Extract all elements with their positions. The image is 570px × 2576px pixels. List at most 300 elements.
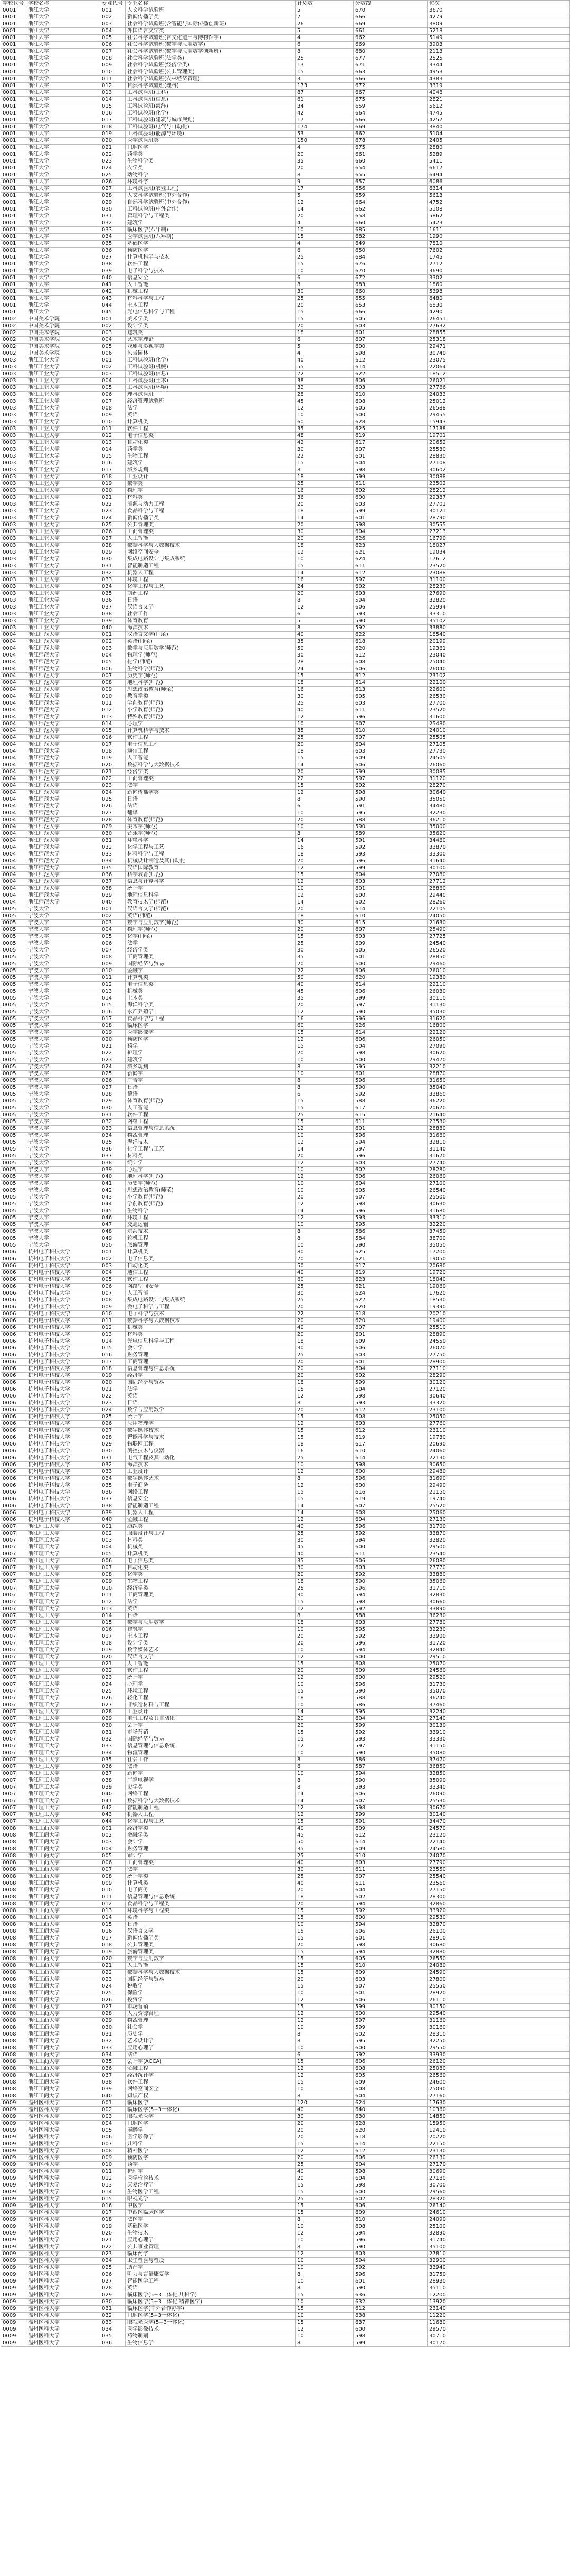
cell-major-code: 026 — [100, 803, 126, 810]
cell-major-code: 001 — [100, 316, 126, 323]
table-row — [1, 1235, 570, 1242]
cell-school-code: 0007 — [1, 1531, 26, 1537]
cell-school-code: 0001 — [1, 213, 26, 220]
cell-major-name: 医学影像学 — [126, 1030, 296, 1037]
cell-major-code: 011 — [100, 1894, 126, 1901]
cell-major-code: 024 — [100, 1983, 126, 1990]
cell-score-line: 602 — [354, 1373, 428, 1380]
table-row — [1, 790, 570, 796]
cell-school-code: 0001 — [1, 124, 26, 131]
cell-school-name: 浙江工业大学 — [26, 508, 100, 515]
cell-major-code: 028 — [100, 1434, 126, 1441]
cell-school-code: 0004 — [1, 652, 26, 659]
cell-rank: 25520 — [428, 1503, 570, 1510]
cell-rank: 26060 — [428, 1174, 570, 1181]
cell-major-name: 应用物理学 — [126, 1421, 296, 1428]
cell-rank: 2113 — [428, 49, 570, 55]
cell-plan-count: 6 — [296, 275, 354, 282]
cell-plan-count: 12 — [296, 549, 354, 556]
cell-score-line: 660 — [354, 220, 428, 227]
table-row — [1, 1928, 570, 1935]
cell-major-code: 032 — [100, 2313, 126, 2320]
cell-school-name: 浙江师范大学 — [26, 693, 100, 700]
cell-plan-count: 10 — [296, 1771, 354, 1777]
cell-score-line: 628 — [354, 419, 428, 426]
table-row — [1, 1942, 570, 1949]
cell-rank: 28790 — [428, 515, 570, 522]
cell-major-code: 018 — [100, 2217, 126, 2223]
cell-score-line: 599 — [354, 1380, 428, 1386]
cell-score-line: 611 — [354, 1551, 428, 1558]
cell-score-line: 667 — [354, 90, 428, 97]
cell-score-line: 604 — [354, 529, 428, 536]
cell-school-code: 0003 — [1, 529, 26, 536]
cell-major-code: 003 — [100, 1537, 126, 1544]
table-row — [1, 1325, 570, 1332]
admission-table — [1, 0, 570, 2347]
cell-school-code: 0009 — [1, 2141, 26, 2148]
cell-score-line: 594 — [354, 597, 428, 604]
cell-major-name: 英语 — [126, 412, 296, 419]
cell-school-name: 宁波大学 — [26, 1222, 100, 1229]
cell-plan-count: 14 — [296, 1791, 354, 1798]
cell-plan-count: 8 — [296, 49, 354, 55]
cell-score-line: 654 — [354, 165, 428, 172]
cell-plan-count: 15 — [296, 460, 354, 467]
cell-major-code: 015 — [100, 1002, 126, 1009]
cell-major-code: 008 — [100, 2148, 126, 2155]
cell-rank: 25100 — [428, 2223, 570, 2230]
table-row — [1, 344, 570, 350]
cell-school-name: 浙江大学 — [26, 213, 100, 220]
cell-school-name: 杭州电子科技大学 — [26, 1448, 100, 1455]
cell-school-name: 宁波大学 — [26, 1174, 100, 1181]
cell-school-name: 浙江工业大学 — [26, 378, 100, 385]
cell-school-code: 0001 — [1, 261, 26, 268]
cell-major-code: 003 — [100, 645, 126, 652]
table-row — [1, 995, 570, 1002]
cell-plan-count: 40 — [296, 1551, 354, 1558]
cell-school-code: 0005 — [1, 913, 26, 920]
cell-score-line: 606 — [354, 1997, 428, 2004]
cell-school-code: 0007 — [1, 1661, 26, 1668]
cell-score-line: 607 — [354, 1983, 428, 1990]
cell-rank: 3670 — [428, 7, 570, 14]
cell-major-name: 自然科学试验班(理科) — [126, 83, 296, 90]
table-row — [1, 1970, 570, 1976]
cell-school-code: 0005 — [1, 1146, 26, 1153]
cell-rank: 24580 — [428, 1846, 570, 1853]
cell-major-name: 物流管理 — [126, 2018, 296, 2024]
cell-school-name: 浙江理工大学 — [26, 1613, 100, 1620]
cell-score-line: 620 — [354, 2127, 428, 2134]
cell-plan-count: 35 — [296, 1846, 354, 1853]
cell-major-code: 019 — [100, 1647, 126, 1654]
cell-major-code: 020 — [100, 762, 126, 769]
cell-major-code: 005 — [100, 344, 126, 350]
cell-score-line: 612 — [354, 2306, 428, 2313]
table-row — [1, 1112, 570, 1119]
cell-plan-count: 25 — [296, 55, 354, 62]
cell-plan-count: 8 — [296, 172, 354, 179]
table-row — [1, 69, 570, 76]
table-header-row — [1, 1, 570, 7]
cell-plan-count: 20 — [296, 302, 354, 309]
cell-major-name: 口腔医学(5+3一体化) — [126, 2313, 296, 2320]
cell-score-line: 598 — [354, 1599, 428, 1606]
cell-rank: 25318 — [428, 337, 570, 344]
cell-major-code: 002 — [100, 1531, 126, 1537]
cell-score-line: 614 — [354, 2141, 428, 2148]
cell-plan-count: 30 — [296, 1867, 354, 1874]
cell-major-code: 026 — [100, 179, 126, 186]
cell-rank: 25530 — [428, 446, 570, 453]
cell-major-code: 040 — [100, 275, 126, 282]
cell-school-code: 0007 — [1, 1640, 26, 1647]
cell-major-code: 029 — [100, 1098, 126, 1105]
cell-major-name: 机械类 — [126, 1544, 296, 1551]
cell-plan-count: 25 — [296, 1112, 354, 1119]
table-body — [1, 7, 570, 2347]
cell-school-code: 0005 — [1, 1181, 26, 1187]
cell-plan-count: 18 — [296, 1620, 354, 1627]
cell-major-code: 041 — [100, 1181, 126, 1187]
cell-plan-count: 20 — [296, 1407, 354, 1414]
cell-rank: 20652 — [428, 440, 570, 446]
cell-major-code: 039 — [100, 268, 126, 275]
cell-score-line: 669 — [354, 42, 428, 49]
cell-rank: 23130 — [428, 2148, 570, 2155]
cell-school-code: 0004 — [1, 776, 26, 783]
cell-score-line: 678 — [354, 138, 428, 145]
cell-school-code: 0006 — [1, 1290, 26, 1297]
cell-major-code: 037 — [100, 254, 126, 261]
table-row — [1, 1023, 570, 1030]
cell-school-code: 0008 — [1, 2038, 26, 2045]
cell-plan-count: 10 — [296, 2237, 354, 2244]
cell-school-name: 浙江大学 — [26, 76, 100, 83]
cell-rank: 22064 — [428, 364, 570, 371]
cell-rank: 28230 — [428, 584, 570, 591]
cell-score-line: 599 — [354, 508, 428, 515]
cell-major-code: 013 — [100, 440, 126, 446]
table-row — [1, 1064, 570, 1071]
cell-score-line: 597 — [354, 776, 428, 783]
cell-plan-count: 20 — [296, 213, 354, 220]
cell-plan-count: 12 — [296, 1805, 354, 1812]
cell-major-name: 信息与计算科学 — [126, 879, 296, 886]
cell-school-name: 宁波大学 — [26, 995, 100, 1002]
table-row — [1, 2306, 570, 2313]
cell-plan-count: 12 — [296, 1160, 354, 1167]
cell-school-code: 0005 — [1, 954, 26, 961]
cell-plan-count: 22 — [296, 968, 354, 975]
cell-school-name: 浙江工业大学 — [26, 522, 100, 529]
cell-score-line: 604 — [354, 1181, 428, 1187]
table-row — [1, 1702, 570, 1709]
cell-major-name: 社会科学试验班(含文化遗产与博物馆学) — [126, 35, 296, 42]
cell-school-name: 浙江师范大学 — [26, 652, 100, 659]
table-row — [1, 1441, 570, 1448]
cell-score-line: 607 — [354, 1325, 428, 1332]
cell-score-line: 598 — [354, 350, 428, 357]
cell-major-name: 物理学(师范) — [126, 927, 296, 934]
table-row — [1, 844, 570, 851]
cell-score-line: 620 — [354, 1318, 428, 1325]
table-row — [1, 666, 570, 673]
cell-school-name: 温州医科大学 — [26, 2299, 100, 2306]
cell-major-code: 012 — [100, 433, 126, 440]
cell-school-code: 0001 — [1, 248, 26, 254]
cell-major-code: 025 — [100, 796, 126, 803]
cell-plan-count: 20 — [296, 1668, 354, 1675]
cell-school-name: 杭州电子科技大学 — [26, 1256, 100, 1263]
cell-plan-count: 5 — [296, 7, 354, 14]
cell-score-line: 601 — [354, 886, 428, 892]
cell-major-name: 软件工程 — [126, 2079, 296, 2086]
table-row — [1, 1037, 570, 1043]
cell-rank: 11220 — [428, 2313, 570, 2320]
cell-plan-count: 12 — [296, 1654, 354, 1661]
cell-school-code: 0003 — [1, 591, 26, 597]
cell-plan-count: 20 — [296, 1942, 354, 1949]
cell-rank: 27080 — [428, 872, 570, 879]
cell-score-line: 606 — [354, 1928, 428, 1935]
cell-plan-count: 8 — [296, 831, 354, 838]
table-row — [1, 2024, 570, 2031]
cell-major-code: 009 — [100, 2155, 126, 2162]
cell-school-code: 0008 — [1, 1846, 26, 1853]
cell-major-name: 网络空间安全 — [126, 2086, 296, 2093]
cell-plan-count: 8 — [296, 2031, 354, 2038]
cell-plan-count: 15 — [296, 1963, 354, 1970]
cell-score-line: 615 — [354, 1112, 428, 1119]
cell-major-name: 社会科学试验班(含智能与国际传播创新班) — [126, 21, 296, 28]
cell-plan-count: 16 — [296, 687, 354, 693]
cell-school-name: 温州医科大学 — [26, 2320, 100, 2326]
cell-rank: 28260 — [428, 899, 570, 906]
cell-rank: 22120 — [428, 1030, 570, 1037]
cell-school-name: 宁波大学 — [26, 1235, 100, 1242]
cell-score-line: 602 — [354, 1167, 428, 1174]
cell-major-code: 032 — [100, 220, 126, 227]
cell-school-code: 0006 — [1, 1325, 26, 1332]
cell-plan-count: 12 — [296, 2018, 354, 2024]
cell-plan-count: 14 — [296, 515, 354, 522]
cell-rank: 32870 — [428, 1922, 570, 1928]
table-row — [1, 495, 570, 501]
cell-school-name: 杭州电子科技大学 — [26, 1476, 100, 1482]
cell-rank: 5612 — [428, 103, 570, 110]
table-row — [1, 824, 570, 831]
table-row — [1, 316, 570, 323]
cell-score-line: 609 — [354, 1970, 428, 1976]
table-row — [1, 961, 570, 968]
cell-major-name: 工商管理 — [126, 1359, 296, 1366]
cell-major-name: 英语 — [126, 1915, 296, 1922]
cell-major-name: 精神医学 — [126, 2148, 296, 2155]
cell-score-line: 588 — [354, 1613, 428, 1620]
cell-score-line: 599 — [354, 2340, 428, 2347]
cell-rank: 17188 — [428, 426, 570, 433]
cell-major-name: 数据科学与大数据技术 — [126, 1798, 296, 1805]
cell-school-code: 0006 — [1, 1277, 26, 1284]
cell-plan-count: 17 — [296, 186, 354, 193]
cell-plan-count: 80 — [296, 1249, 354, 1256]
cell-major-name: 轮机工程 — [126, 1235, 296, 1242]
table-row — [1, 488, 570, 495]
cell-school-code: 0006 — [1, 1366, 26, 1373]
cell-rank: 20210 — [428, 1311, 570, 1318]
table-row — [1, 76, 570, 83]
cell-major-name: 机械工程 — [126, 289, 296, 296]
cell-major-name: 化学工程与工艺 — [126, 584, 296, 591]
cell-school-code: 0009 — [1, 2210, 26, 2217]
cell-score-line: 592 — [354, 1633, 428, 1640]
cell-rank: 25505 — [428, 735, 570, 742]
cell-major-code: 023 — [100, 1976, 126, 1983]
cell-plan-count: 15 — [296, 1970, 354, 1976]
cell-school-code: 0008 — [1, 2031, 26, 2038]
cell-score-line: 612 — [354, 570, 428, 577]
cell-rank: 31100 — [428, 577, 570, 584]
cell-major-name: 化学工程与工艺 — [126, 844, 296, 851]
cell-score-line: 618 — [354, 2134, 428, 2141]
cell-plan-count: 12 — [296, 2230, 354, 2237]
cell-plan-count: 18 — [296, 1894, 354, 1901]
cell-major-code: 034 — [100, 2052, 126, 2059]
cell-rank: 1860 — [428, 282, 570, 289]
table-row — [1, 2052, 570, 2059]
cell-plan-count: 40 — [296, 707, 354, 714]
cell-score-line: 593 — [354, 1736, 428, 1743]
cell-rank: 22150 — [428, 2141, 570, 2148]
cell-major-name: 中医学 — [126, 2203, 296, 2210]
table-row — [1, 1551, 570, 1558]
cell-rank: 2880 — [428, 145, 570, 151]
cell-school-code: 0005 — [1, 1242, 26, 1249]
cell-school-code: 0004 — [1, 879, 26, 886]
cell-school-name: 浙江工业大学 — [26, 460, 100, 467]
cell-major-name: 会计学 — [126, 1345, 296, 1352]
cell-major-code: 038 — [100, 1777, 126, 1784]
cell-plan-count: 12 — [296, 714, 354, 721]
cell-plan-count: 13 — [296, 62, 354, 69]
cell-rank: 26110 — [428, 1997, 570, 2004]
cell-rank: 25090 — [428, 2086, 570, 2093]
cell-major-name: 数学与应用数学 — [126, 1620, 296, 1627]
cell-major-code: 020 — [100, 1037, 126, 1043]
cell-major-code: 016 — [100, 735, 126, 742]
cell-major-name: 电气工程及其自动化 — [126, 1455, 296, 1462]
cell-major-name: 网络空间安全 — [126, 1284, 296, 1290]
cell-school-name: 宁波大学 — [26, 913, 100, 920]
cell-major-code: 002 — [100, 14, 126, 21]
cell-school-code: 0001 — [1, 165, 26, 172]
cell-major-name: 工商管理类 — [126, 954, 296, 961]
cell-major-name: 投资学 — [126, 1997, 296, 2004]
table-row — [1, 1572, 570, 1579]
cell-school-code: 0007 — [1, 1537, 26, 1544]
cell-score-line: 601 — [354, 515, 428, 522]
cell-rank: 33890 — [428, 1606, 570, 1613]
cell-rank: 30130 — [428, 1723, 570, 1729]
cell-score-line: 594 — [354, 1647, 428, 1654]
cell-score-line: 601 — [354, 1332, 428, 1338]
table-row — [1, 2182, 570, 2189]
cell-major-name: 工商管理类 — [126, 529, 296, 536]
cell-rank: 35050 — [428, 1242, 570, 1249]
cell-score-line: 608 — [354, 398, 428, 405]
table-row — [1, 556, 570, 563]
cell-school-code: 0003 — [1, 481, 26, 488]
table-row — [1, 1249, 570, 1256]
table-row — [1, 1688, 570, 1695]
cell-plan-count: 12 — [296, 1126, 354, 1133]
cell-major-name: 医学试验班(八年制) — [126, 234, 296, 241]
cell-major-name: 数学与应用数学 — [126, 1956, 296, 1963]
cell-rank: 25490 — [428, 927, 570, 934]
cell-rank: 33870 — [428, 1531, 570, 1537]
cell-school-code: 0006 — [1, 1400, 26, 1407]
table-row — [1, 1126, 570, 1133]
table-row — [1, 501, 570, 508]
cell-school-name: 杭州电子科技大学 — [26, 1503, 100, 1510]
cell-major-code: 001 — [100, 1826, 126, 1832]
cell-school-code: 0009 — [1, 2127, 26, 2134]
cell-score-line: 603 — [354, 748, 428, 755]
cell-major-code: 021 — [100, 495, 126, 501]
cell-school-name: 温州医科大学 — [26, 2107, 100, 2114]
cell-major-name: 海洋技术 — [126, 1462, 296, 1469]
cell-major-code: 017 — [100, 1633, 126, 1640]
cell-school-code: 0003 — [1, 426, 26, 433]
cell-major-name: 材料科学与工程 — [126, 296, 296, 302]
cell-major-name: 生物科学 — [126, 1208, 296, 1215]
cell-major-code: 003 — [100, 371, 126, 378]
cell-score-line: 670 — [354, 268, 428, 275]
cell-rank: 28290 — [428, 1373, 570, 1380]
cell-score-line: 604 — [354, 2175, 428, 2182]
cell-major-code: 011 — [100, 1318, 126, 1325]
cell-major-name: 市场营销 — [126, 1729, 296, 1736]
cell-score-line: 594 — [354, 1901, 428, 1908]
cell-major-code: 032 — [100, 570, 126, 577]
cell-plan-count: 4 — [296, 241, 354, 248]
cell-school-code: 0007 — [1, 1777, 26, 1784]
table-row — [1, 1627, 570, 1633]
cell-plan-count: 8 — [296, 2038, 354, 2045]
cell-score-line: 593 — [354, 1784, 428, 1791]
cell-major-name: 海洋技术 — [126, 1139, 296, 1146]
table-row — [1, 597, 570, 604]
cell-school-name: 浙江大学 — [26, 117, 100, 124]
cell-major-name: 眼视光医学 — [126, 2114, 296, 2121]
cell-school-name: 温州医科大学 — [26, 2230, 100, 2237]
cell-school-name: 浙江工商大学 — [26, 2018, 100, 2024]
cell-school-code: 0005 — [1, 975, 26, 982]
cell-score-line: 590 — [354, 2285, 428, 2292]
cell-school-name: 浙江工商大学 — [26, 2052, 100, 2059]
cell-school-code: 0004 — [1, 796, 26, 803]
cell-school-code: 0001 — [1, 21, 26, 28]
cell-school-name: 宁波大学 — [26, 920, 100, 927]
cell-major-name: 轻化工程 — [126, 1695, 296, 1702]
cell-school-code: 0005 — [1, 995, 26, 1002]
cell-school-code: 0003 — [1, 604, 26, 611]
cell-score-line: 662 — [354, 206, 428, 213]
cell-school-name: 温州医科大学 — [26, 2114, 100, 2121]
